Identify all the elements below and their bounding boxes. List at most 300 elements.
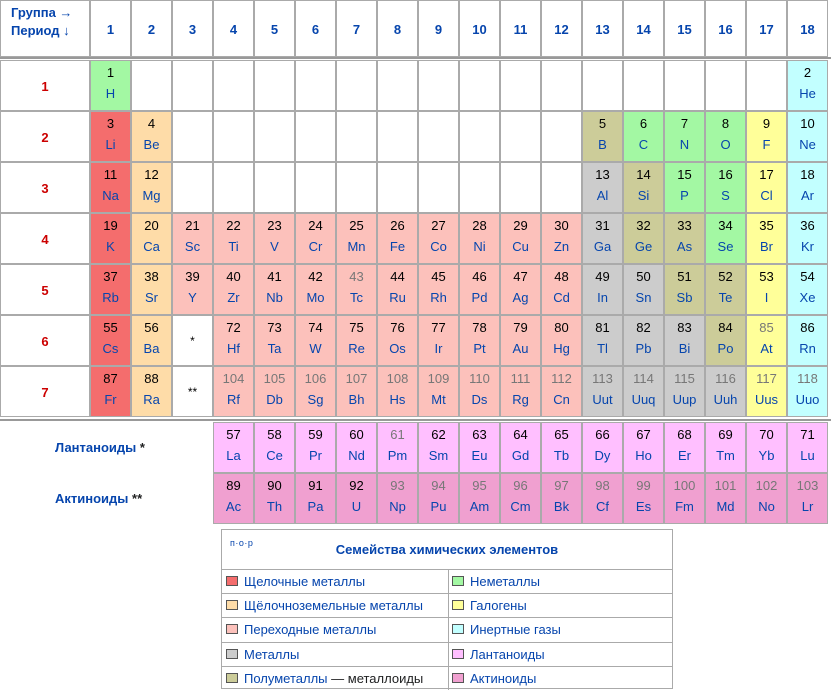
element-cell-c[interactable] bbox=[623, 111, 664, 162]
element-cell-ru[interactable] bbox=[377, 264, 418, 315]
element-cell-zn[interactable] bbox=[541, 213, 582, 264]
atomic-number: 111 bbox=[510, 371, 531, 386]
element-cell-cl[interactable] bbox=[746, 162, 787, 213]
group-header-16[interactable]: 16 bbox=[705, 0, 746, 57]
element-cell-f[interactable] bbox=[746, 111, 787, 162]
legend-item-right-4[interactable] bbox=[448, 666, 672, 690]
element-cell-sr[interactable] bbox=[131, 264, 172, 315]
element-symbol[interactable]: W bbox=[309, 341, 322, 356]
element-cell-yb[interactable] bbox=[746, 422, 787, 473]
legend-item-left-0[interactable] bbox=[222, 569, 448, 593]
element-cell-hf[interactable] bbox=[213, 315, 254, 366]
atomic-number: 54 bbox=[800, 269, 815, 284]
group-header-5[interactable]: 5 bbox=[254, 0, 295, 57]
element-symbol[interactable]: Pa bbox=[307, 499, 324, 514]
element-cell-mt[interactable] bbox=[418, 366, 459, 417]
element-symbol[interactable]: O bbox=[720, 137, 731, 152]
element-symbol[interactable]: Md bbox=[716, 499, 735, 514]
atomic-number: 11 bbox=[103, 167, 118, 182]
element-cell-uup[interactable] bbox=[664, 366, 705, 417]
element-symbol[interactable]: Sm bbox=[428, 448, 449, 463]
element-cell-cd[interactable] bbox=[541, 264, 582, 315]
element-cell-cr[interactable] bbox=[295, 213, 336, 264]
element-symbol[interactable]: Si bbox=[637, 188, 650, 203]
element-symbol[interactable]: Uus bbox=[754, 392, 779, 407]
element-cell-ds[interactable] bbox=[459, 366, 500, 417]
element-symbol[interactable]: S bbox=[721, 188, 730, 203]
element-cell-dy[interactable] bbox=[582, 422, 623, 473]
element-cell-tm[interactable] bbox=[705, 422, 746, 473]
group-header-12[interactable]: 12 bbox=[541, 0, 582, 57]
element-symbol[interactable]: Ni bbox=[473, 239, 486, 254]
element-symbol[interactable]: Bh bbox=[348, 392, 365, 407]
element-cell-fm[interactable] bbox=[664, 473, 705, 524]
legend-item-left-1[interactable] bbox=[222, 593, 448, 617]
element-symbol[interactable]: C bbox=[638, 137, 649, 152]
element-symbol[interactable]: Ar bbox=[801, 188, 814, 203]
element-symbol[interactable]: P bbox=[680, 188, 689, 203]
legend-item-right-3[interactable] bbox=[448, 642, 672, 666]
element-symbol[interactable]: Ds bbox=[471, 392, 488, 407]
legend-item-right-1[interactable] bbox=[448, 593, 672, 617]
element-cell-he[interactable] bbox=[787, 60, 828, 111]
element-cell-uuo[interactable] bbox=[787, 366, 828, 417]
group-header-6[interactable]: 6 bbox=[295, 0, 336, 57]
element-cell-s[interactable] bbox=[705, 162, 746, 213]
element-symbol[interactable]: Nb bbox=[266, 290, 283, 305]
element-cell-tb[interactable] bbox=[541, 422, 582, 473]
element-symbol[interactable]: Pu bbox=[430, 499, 447, 514]
element-symbol[interactable]: Nd bbox=[348, 448, 365, 463]
element-cell-tc[interactable] bbox=[336, 264, 377, 315]
element-symbol[interactable]: Po bbox=[717, 341, 734, 356]
element-cell-br[interactable] bbox=[746, 213, 787, 264]
element-cell-k[interactable] bbox=[90, 213, 131, 264]
element-symbol[interactable]: Fm bbox=[675, 499, 694, 514]
element-symbol[interactable]: Al bbox=[596, 188, 609, 203]
element-symbol[interactable]: Cl bbox=[760, 188, 773, 203]
group-header-18[interactable]: 18 bbox=[787, 0, 828, 57]
legend-item-left-4[interactable] bbox=[222, 666, 448, 690]
element-cell-pr[interactable] bbox=[295, 422, 336, 473]
group-header-7[interactable]: 7 bbox=[336, 0, 377, 57]
element-cell-ar[interactable] bbox=[787, 162, 828, 213]
group-header-1[interactable]: 1 bbox=[90, 0, 131, 57]
element-symbol[interactable]: Kr bbox=[801, 239, 814, 254]
element-symbol[interactable]: Es bbox=[635, 499, 652, 514]
element-cell-pd[interactable] bbox=[459, 264, 500, 315]
element-cell-ca[interactable] bbox=[131, 213, 172, 264]
group-header-10[interactable]: 10 bbox=[459, 0, 500, 57]
element-cell-se[interactable] bbox=[705, 213, 746, 264]
element-cell-na[interactable] bbox=[90, 162, 131, 213]
element-cell-li[interactable] bbox=[90, 111, 131, 162]
element-symbol[interactable]: Co bbox=[430, 239, 447, 254]
element-cell-kr[interactable] bbox=[787, 213, 828, 264]
atomic-number: 95 bbox=[472, 478, 487, 493]
legend-title[interactable]: Семейства химических элементов bbox=[335, 542, 559, 557]
element-cell-lr[interactable] bbox=[787, 473, 828, 524]
atomic-number: 78 bbox=[472, 320, 487, 335]
element-cell-uut[interactable] bbox=[582, 366, 623, 417]
element-cell-no[interactable] bbox=[746, 473, 787, 524]
element-symbol[interactable]: Mg bbox=[142, 188, 161, 203]
element-cell-md[interactable] bbox=[705, 473, 746, 524]
element-cell-tl[interactable] bbox=[582, 315, 623, 366]
element-cell-ce[interactable] bbox=[254, 422, 295, 473]
period-label-7[interactable]: 7 bbox=[0, 366, 90, 417]
legend-item-right-0[interactable] bbox=[448, 569, 672, 593]
period-label-2[interactable]: 2 bbox=[0, 111, 90, 162]
element-cell-cf[interactable] bbox=[582, 473, 623, 524]
element-cell-ag[interactable] bbox=[500, 264, 541, 315]
element-cell-fr[interactable] bbox=[90, 366, 131, 417]
element-symbol[interactable]: Gd bbox=[511, 448, 530, 463]
element-symbol[interactable]: Pm bbox=[387, 448, 408, 463]
element-symbol[interactable]: Tb bbox=[553, 448, 570, 463]
atomic-number: 40 bbox=[226, 269, 241, 284]
legend-swatch bbox=[226, 673, 238, 683]
atomic-number: 74 bbox=[308, 320, 323, 335]
element-symbol[interactable]: Lu bbox=[800, 448, 815, 463]
element-cell-gd[interactable] bbox=[500, 422, 541, 473]
element-symbol[interactable]: Au bbox=[512, 341, 529, 356]
element-cell-nd[interactable] bbox=[336, 422, 377, 473]
element-symbol[interactable]: Tm bbox=[716, 448, 735, 463]
element-symbol[interactable]: Ra bbox=[143, 392, 160, 407]
element-symbol[interactable]: Ca bbox=[143, 239, 160, 254]
element-symbol[interactable]: Ir bbox=[434, 341, 443, 356]
element-symbol[interactable]: Na bbox=[102, 188, 119, 203]
element-symbol[interactable]: As bbox=[676, 239, 693, 254]
element-symbol[interactable]: Np bbox=[389, 499, 406, 514]
element-cell-y[interactable] bbox=[172, 264, 213, 315]
element-cell-i[interactable] bbox=[746, 264, 787, 315]
element-symbol[interactable]: Th bbox=[266, 499, 283, 514]
element-symbol[interactable]: Rb bbox=[102, 290, 119, 305]
element-cell-pt[interactable] bbox=[459, 315, 500, 366]
element-symbol[interactable]: B bbox=[598, 137, 607, 152]
atomic-number: 103 bbox=[796, 478, 819, 493]
element-cell-w[interactable] bbox=[295, 315, 336, 366]
element-cell-at[interactable] bbox=[746, 315, 787, 366]
element-symbol[interactable]: Sg bbox=[307, 392, 324, 407]
legend-label[interactable]: Металлы bbox=[244, 646, 300, 662]
element-symbol[interactable]: Ga bbox=[593, 239, 612, 254]
element-symbol[interactable]: Dy bbox=[594, 448, 611, 463]
element-cell-ge[interactable] bbox=[623, 213, 664, 264]
atomic-number: 108 bbox=[386, 371, 409, 386]
legend-label[interactable]: Неметаллы bbox=[470, 574, 540, 589]
group-header-17[interactable]: 17 bbox=[746, 0, 787, 57]
element-symbol[interactable]: Sb bbox=[676, 290, 693, 305]
actinides-label[interactable]: Актиноиды ** bbox=[55, 491, 143, 506]
element-symbol[interactable]: Mt bbox=[431, 392, 446, 407]
element-cell-au[interactable] bbox=[500, 315, 541, 366]
element-cell-p[interactable] bbox=[664, 162, 705, 213]
legend-label[interactable]: Актиноиды bbox=[470, 670, 537, 686]
element-cell-fe[interactable] bbox=[377, 213, 418, 264]
element-symbol[interactable]: Fe bbox=[389, 239, 406, 254]
element-cell-bh[interactable] bbox=[336, 366, 377, 417]
element-cell-rb[interactable] bbox=[90, 264, 131, 315]
element-cell-pa[interactable] bbox=[295, 473, 336, 524]
element-cell-cn[interactable] bbox=[541, 366, 582, 417]
element-symbol[interactable]: Uuq bbox=[631, 392, 656, 407]
element-cell-ni[interactable] bbox=[459, 213, 500, 264]
element-symbol[interactable]: Cr bbox=[308, 239, 323, 254]
element-cell-os[interactable] bbox=[377, 315, 418, 366]
empty-cell bbox=[172, 111, 213, 162]
period-label-1[interactable]: 1 bbox=[0, 60, 90, 111]
element-cell-zr[interactable] bbox=[213, 264, 254, 315]
element-symbol[interactable]: At bbox=[760, 341, 773, 356]
element-symbol[interactable]: Rg bbox=[512, 392, 529, 407]
element-symbol[interactable]: Uuh bbox=[713, 392, 738, 407]
element-cell-ra[interactable] bbox=[131, 366, 172, 417]
element-cell-pb[interactable] bbox=[623, 315, 664, 366]
period-label-6[interactable]: 6 bbox=[0, 315, 90, 366]
element-cell-sn[interactable] bbox=[623, 264, 664, 315]
group-header-4[interactable]: 4 bbox=[213, 0, 254, 57]
element-cell-cu[interactable] bbox=[500, 213, 541, 264]
element-symbol[interactable]: N bbox=[679, 137, 690, 152]
element-cell-hg[interactable] bbox=[541, 315, 582, 366]
element-cell-ga[interactable] bbox=[582, 213, 623, 264]
element-symbol[interactable]: V bbox=[270, 239, 279, 254]
element-symbol[interactable]: Uut bbox=[592, 392, 613, 407]
element-symbol[interactable]: Pb bbox=[635, 341, 652, 356]
element-symbol[interactable]: Db bbox=[266, 392, 283, 407]
element-symbol[interactable]: Li bbox=[105, 137, 116, 152]
element-symbol[interactable]: Ho bbox=[635, 448, 652, 463]
element-cell-rn[interactable] bbox=[787, 315, 828, 366]
element-cell-pm[interactable] bbox=[377, 422, 418, 473]
element-symbol[interactable]: Br bbox=[760, 239, 773, 254]
element-cell-ho[interactable] bbox=[623, 422, 664, 473]
element-symbol[interactable]: Se bbox=[717, 239, 734, 254]
element-cell-rf[interactable] bbox=[213, 366, 254, 417]
element-symbol[interactable]: Rh bbox=[430, 290, 447, 305]
element-symbol[interactable]: Cn bbox=[553, 392, 570, 407]
empty-cell bbox=[295, 60, 336, 111]
element-cell-ta[interactable] bbox=[254, 315, 295, 366]
group-header-11[interactable]: 11 bbox=[500, 0, 541, 57]
element-symbol[interactable]: Sn bbox=[635, 290, 652, 305]
element-symbol[interactable]: Uuo bbox=[795, 392, 820, 407]
element-symbol[interactable]: Te bbox=[718, 290, 733, 305]
element-cell-uuh[interactable] bbox=[705, 366, 746, 417]
element-cell-th[interactable] bbox=[254, 473, 295, 524]
element-cell-cs[interactable] bbox=[90, 315, 131, 366]
element-cell-am[interactable] bbox=[459, 473, 500, 524]
element-symbol[interactable]: Eu bbox=[471, 448, 488, 463]
element-symbol[interactable]: Sc bbox=[184, 239, 201, 254]
element-cell-mn[interactable] bbox=[336, 213, 377, 264]
element-cell-cm[interactable] bbox=[500, 473, 541, 524]
element-cell-xe[interactable] bbox=[787, 264, 828, 315]
navbox-links[interactable]: п·о·р bbox=[230, 538, 254, 548]
element-cell-te[interactable] bbox=[705, 264, 746, 315]
element-symbol[interactable]: Tc bbox=[350, 290, 363, 305]
element-cell-sg[interactable] bbox=[295, 366, 336, 417]
element-cell-al[interactable] bbox=[582, 162, 623, 213]
element-cell-sb[interactable] bbox=[664, 264, 705, 315]
group-header-14[interactable]: 14 bbox=[623, 0, 664, 57]
empty-cell bbox=[746, 60, 787, 111]
element-cell-mo[interactable] bbox=[295, 264, 336, 315]
element-cell-in[interactable] bbox=[582, 264, 623, 315]
legend-label[interactable]: Инертные газы bbox=[470, 622, 561, 638]
element-symbol[interactable]: I bbox=[764, 290, 769, 305]
element-symbol[interactable]: Ru bbox=[389, 290, 406, 305]
element-cell-rg[interactable] bbox=[500, 366, 541, 417]
element-symbol[interactable]: Hs bbox=[389, 392, 406, 407]
element-symbol[interactable]: Mo bbox=[306, 290, 325, 305]
element-cell-eu[interactable] bbox=[459, 422, 500, 473]
element-cell-la[interactable] bbox=[213, 422, 254, 473]
element-cell-lu[interactable] bbox=[787, 422, 828, 473]
element-cell-re[interactable] bbox=[336, 315, 377, 366]
element-symbol[interactable]: Am bbox=[469, 499, 490, 514]
element-symbol[interactable]: Hf bbox=[227, 341, 240, 356]
element-symbol[interactable]: Xe bbox=[799, 290, 816, 305]
element-symbol[interactable]: Cm bbox=[510, 499, 531, 514]
element-cell-as[interactable] bbox=[664, 213, 705, 264]
legend-label[interactable]: Полуметаллы — металлоиды bbox=[244, 670, 424, 686]
element-symbol[interactable]: Bi bbox=[678, 341, 691, 356]
element-cell-uuq[interactable] bbox=[623, 366, 664, 417]
element-cell-er[interactable] bbox=[664, 422, 705, 473]
element-symbol[interactable]: Hg bbox=[553, 341, 570, 356]
element-cell-v[interactable] bbox=[254, 213, 295, 264]
group-header-8[interactable]: 8 bbox=[377, 0, 418, 57]
element-symbol[interactable]: Y bbox=[188, 290, 197, 305]
element-cell-h[interactable] bbox=[90, 60, 131, 111]
element-cell-b[interactable] bbox=[582, 111, 623, 162]
element-symbol[interactable]: He bbox=[799, 86, 816, 101]
element-cell-pu[interactable] bbox=[418, 473, 459, 524]
group-header-13[interactable]: 13 bbox=[582, 0, 623, 57]
element-symbol[interactable]: Sr bbox=[145, 290, 158, 305]
element-symbol[interactable]: Ac bbox=[225, 499, 242, 514]
group-header-2[interactable]: 2 bbox=[131, 0, 172, 57]
element-symbol[interactable]: H bbox=[105, 86, 116, 101]
element-symbol[interactable]: Fr bbox=[104, 392, 117, 407]
element-cell-mg[interactable] bbox=[131, 162, 172, 213]
lanthanides-label[interactable]: Лантаноиды * bbox=[55, 440, 145, 455]
legend-item-left-3[interactable] bbox=[222, 642, 448, 666]
element-cell-uus[interactable] bbox=[746, 366, 787, 417]
element-symbol[interactable]: Mn bbox=[347, 239, 366, 254]
element-cell-si[interactable] bbox=[623, 162, 664, 213]
element-symbol[interactable]: Ge bbox=[634, 239, 653, 254]
element-symbol[interactable]: Ne bbox=[799, 137, 816, 152]
element-symbol[interactable]: Ag bbox=[512, 290, 529, 305]
element-symbol[interactable]: Pt bbox=[473, 341, 486, 356]
element-cell-sm[interactable] bbox=[418, 422, 459, 473]
element-cell-be[interactable] bbox=[131, 111, 172, 162]
element-symbol[interactable]: No bbox=[758, 499, 775, 514]
element-symbol[interactable]: Rn bbox=[799, 341, 816, 356]
element-symbol[interactable]: Cu bbox=[512, 239, 529, 254]
element-cell-co[interactable] bbox=[418, 213, 459, 264]
element-cell-hs[interactable] bbox=[377, 366, 418, 417]
period-label-4[interactable]: 4 bbox=[0, 213, 90, 264]
element-cell-bi[interactable] bbox=[664, 315, 705, 366]
period-label-5[interactable]: 5 bbox=[0, 264, 90, 315]
legend-label[interactable]: Щелочные металлы bbox=[244, 574, 366, 589]
element-cell-po[interactable] bbox=[705, 315, 746, 366]
element-symbol[interactable]: La bbox=[226, 448, 241, 463]
legend-item-right-2[interactable] bbox=[448, 617, 672, 641]
element-symbol[interactable]: Cf bbox=[596, 499, 609, 514]
element-cell-db[interactable] bbox=[254, 366, 295, 417]
legend-label[interactable]: Щёлочноземельные металлы bbox=[244, 598, 423, 614]
legend-label[interactable]: Переходные металлы bbox=[244, 622, 377, 638]
element-symbol[interactable]: Rf bbox=[227, 392, 240, 407]
element-cell-ac[interactable] bbox=[213, 473, 254, 524]
element-symbol[interactable]: Ti bbox=[228, 239, 239, 254]
element-symbol[interactable]: Bk bbox=[553, 499, 570, 514]
element-cell-np[interactable] bbox=[377, 473, 418, 524]
element-symbol[interactable]: Cd bbox=[553, 290, 570, 305]
element-symbol[interactable]: Cs bbox=[102, 341, 119, 356]
group-header-3[interactable]: 3 bbox=[172, 0, 213, 57]
element-symbol[interactable]: Os bbox=[389, 341, 406, 356]
legend-label[interactable]: Галогены bbox=[470, 598, 527, 614]
element-symbol[interactable]: Ba bbox=[143, 341, 160, 356]
element-cell-u[interactable] bbox=[336, 473, 377, 524]
element-symbol[interactable]: In bbox=[597, 290, 608, 305]
element-symbol[interactable]: K bbox=[106, 239, 115, 254]
element-cell-n[interactable] bbox=[664, 111, 705, 162]
element-symbol[interactable]: Ce bbox=[266, 448, 283, 463]
element-symbol[interactable]: Zn bbox=[553, 239, 570, 254]
element-symbol[interactable]: Pd bbox=[471, 290, 488, 305]
element-symbol[interactable]: Zr bbox=[227, 290, 240, 305]
element-symbol[interactable]: Be bbox=[143, 137, 160, 152]
group-header-9[interactable]: 9 bbox=[418, 0, 459, 57]
element-symbol[interactable]: Er bbox=[678, 448, 691, 463]
period-label-3[interactable]: 3 bbox=[0, 162, 90, 213]
element-symbol[interactable]: Yb bbox=[758, 448, 775, 463]
atomic-number: 5 bbox=[598, 116, 607, 131]
element-cell-nb[interactable] bbox=[254, 264, 295, 315]
element-cell-o[interactable] bbox=[705, 111, 746, 162]
element-cell-sc[interactable] bbox=[172, 213, 213, 264]
element-symbol[interactable]: Tl bbox=[597, 341, 608, 356]
element-cell-ba[interactable] bbox=[131, 315, 172, 366]
element-symbol[interactable]: Uup bbox=[672, 392, 697, 407]
element-symbol[interactable]: U bbox=[351, 499, 362, 514]
element-cell-ir[interactable] bbox=[418, 315, 459, 366]
legend-label[interactable]: Лантаноиды bbox=[470, 646, 545, 662]
element-cell-ne[interactable] bbox=[787, 111, 828, 162]
atomic-number: 17 bbox=[759, 167, 774, 182]
group-header-15[interactable]: 15 bbox=[664, 0, 705, 57]
element-cell-rh[interactable] bbox=[418, 264, 459, 315]
legend-item-left-2[interactable] bbox=[222, 617, 448, 641]
element-cell-es[interactable] bbox=[623, 473, 664, 524]
element-symbol[interactable]: Lr bbox=[801, 499, 814, 514]
element-symbol[interactable]: Ta bbox=[267, 341, 282, 356]
element-cell-bk[interactable] bbox=[541, 473, 582, 524]
element-symbol[interactable]: Re bbox=[348, 341, 365, 356]
element-symbol[interactable]: F bbox=[762, 137, 771, 152]
element-symbol[interactable]: Pr bbox=[309, 448, 322, 463]
element-cell-ti[interactable] bbox=[213, 213, 254, 264]
